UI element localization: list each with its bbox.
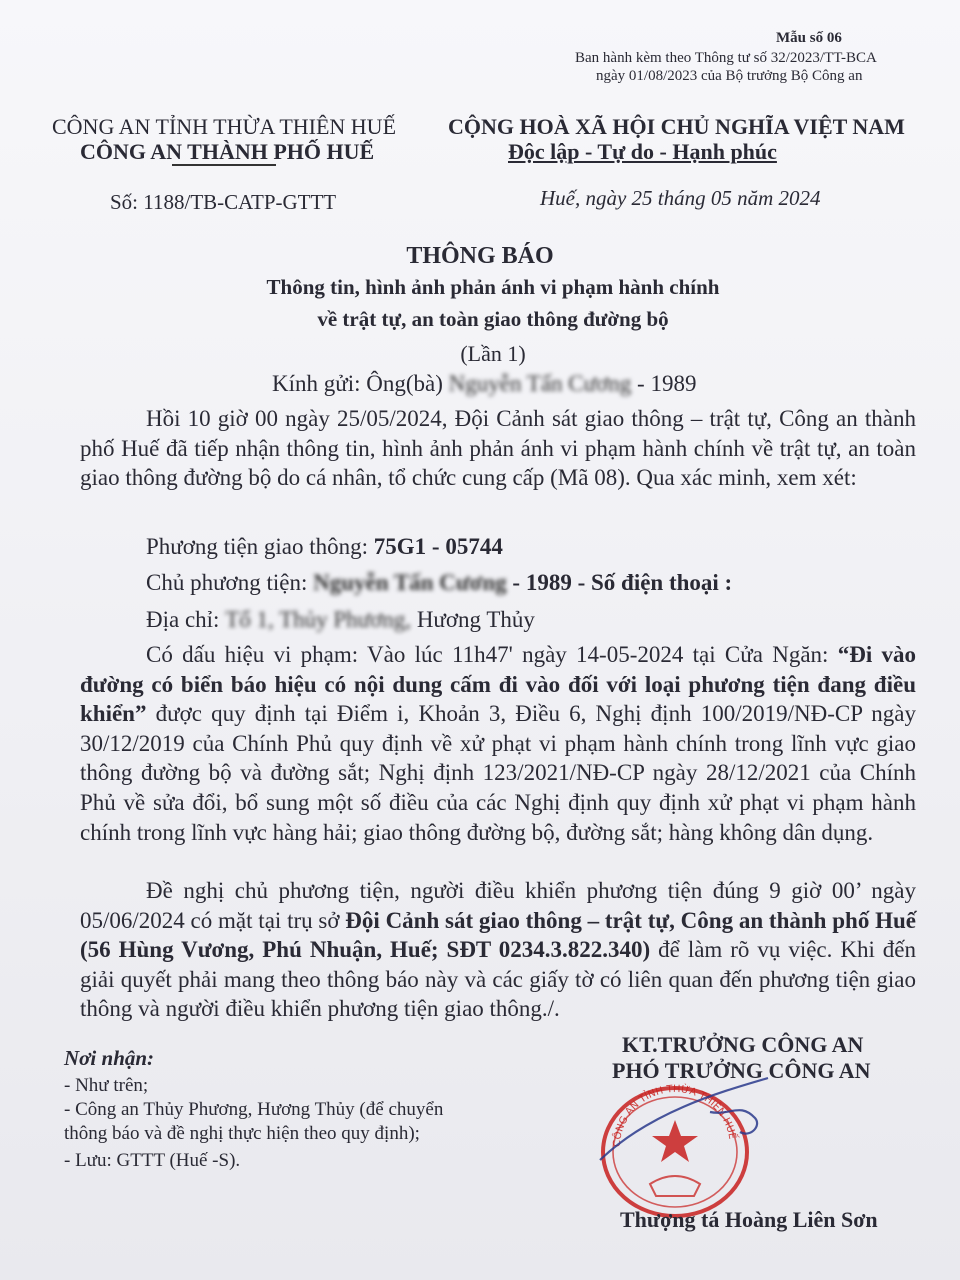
agency-underline — [172, 164, 276, 166]
signature-title-2: PHÓ TRƯỞNG CÔNG AN — [612, 1058, 871, 1083]
request-prefix: Đề nghị chủ phương tiện, người điều khiển phương tiện đúng 9 giờ 00’ ngày 05/06/2024 có mặt tại trụ sở — [80, 878, 916, 933]
signer-name: Thượng tá Hoàng Liên Sơn — [620, 1207, 878, 1232]
violation-prefix: Có dấu hiệu vi phạm: Vào lúc 11h47' ngày 14-05-2024 tại Cửa Ngăn: — [146, 642, 829, 667]
recipient-name-redacted: Nguyễn Tấn Cương — [448, 371, 632, 396]
violation-legal-basis: được quy định tại Điểm i, Khoản 3, Điều 6, Nghị định 100/2019/NĐ-CP ngày 30/12/2019 của Chính Phủ quy định về xử phạt vi phạm hành chính trong lĩnh vực giao thông đường bộ và đường sắt; Nghị định 123/2021/NĐ-CP ngày 28/12/2021 của Chính Phủ về sửa đổi, bổ sung một số điều của các Nghị định quy định xử phạt vi phạm hành chính trong lĩnh vực hàng hải; giao thông đường bộ, đường sắt; hàng không dân dụng. — [80, 701, 917, 845]
national-motto: Độc lập - Tự do - Hạnh phúc — [508, 139, 777, 164]
form-issued-date: ngày 01/08/2023 của Bộ trưởng Bộ Công an — [596, 68, 863, 84]
request-location: Đội Cảnh sát giao thông – trật tự, Công an thành phố Huế (56 Hùng Vương, Phú Nhuận, Huế; SĐT 0234.3.822.340) — [80, 907, 916, 963]
recipients-item-2a: - Công an Thủy Phương, Hương Thủy (để chuyển — [64, 1099, 444, 1120]
recipients-item-1: - Như trên; — [64, 1075, 149, 1096]
address-line — [146, 607, 535, 633]
address-redacted: Tổ 1, Thủy Phương, — [225, 607, 412, 632]
request-paragraph — [80, 876, 916, 1024]
vehicle-plate: 75G1 - 05744 — [373, 534, 503, 559]
vehicle-line — [146, 534, 503, 560]
form-number: Mẫu số 06 — [776, 30, 842, 46]
violation-description: “Đi vào đường có biển báo hiệu có nội dung cấm đi vào đối với loại phương tiện đang điều khiển” — [80, 642, 916, 727]
recipient-suffix: - 1989 — [637, 371, 697, 396]
recipient-line — [272, 371, 696, 397]
owner-line — [146, 570, 732, 596]
notice-round: (Lần 1) — [460, 341, 526, 366]
seal-lettering: CÔNG AN TỈNH THỪA THIÊN HUẾ — [611, 1083, 738, 1148]
vehicle-label: Phương tiện giao thông: — [146, 534, 369, 559]
official-seal-icon — [590, 1072, 780, 1222]
recipient-prefix: Kính gửi: Ông(bà) — [272, 371, 443, 396]
agency-parent: CÔNG AN TỈNH THỪA THIÊN HUẾ — [52, 114, 397, 139]
recipients-title: Nơi nhận: — [64, 1046, 155, 1070]
subtitle-line-1: Thông tin, hình ảnh phản ánh vi phạm hành chính — [266, 275, 720, 299]
agency-name: CÔNG AN THÀNH PHỐ HUẾ — [80, 139, 375, 164]
subtitle-line-2: về trật tự, an toàn giao thông đường bộ — [317, 307, 669, 331]
document-number: Số: 1188/TB-CATP-GTTT — [110, 190, 337, 214]
address-label: Địa chỉ: — [146, 607, 220, 632]
request-instructions: để làm rõ vụ việc. Khi đến giải quyết phải mang theo thông báo này và các giấy tờ có liên quan đến phương tiện giao thông và người điều khiển phương tiện giao thông./. — [80, 937, 916, 1022]
owner-label: Chủ phương tiện: — [146, 570, 308, 595]
owner-name-redacted: Nguyễn Tấn Cương — [313, 570, 507, 595]
document-title: THÔNG BÁO — [406, 243, 554, 269]
signature-title-1: KT.TRƯỞNG CÔNG AN — [622, 1032, 864, 1057]
owner-suffix: - 1989 - Số điện thoại : — [512, 570, 733, 595]
recipients-item-2b: thông báo và đề nghị thực hiện theo quy định); — [64, 1123, 420, 1144]
violation-paragraph — [80, 640, 916, 847]
recipients-item-3: - Lưu: GTTT (Huế -S). — [64, 1150, 241, 1171]
country-name: CỘNG HOÀ XÃ HỘI CHỦ NGHĨA VIỆT NAM — [448, 114, 905, 139]
form-issued-with: Ban hành kèm theo Thông tư số 32/2023/TT-BCA — [575, 50, 877, 66]
intro-paragraph: Hồi 10 giờ 00 ngày 25/05/2024, Đội Cảnh sát giao thông – trật tự, Công an thành phố Huế đã tiếp nhận thông tin, hình ảnh phản ánh vi phạm hành chính về trật tự, an toàn giao thông đường bộ do cá nhân, tổ chức cung cấp (Mã 08). Qua xác minh, xem xét: — [80, 406, 916, 491]
address-suffix: Hương Thủy — [416, 607, 535, 632]
place-and-date: Huế, ngày 25 tháng 05 năm 2024 — [540, 186, 821, 210]
